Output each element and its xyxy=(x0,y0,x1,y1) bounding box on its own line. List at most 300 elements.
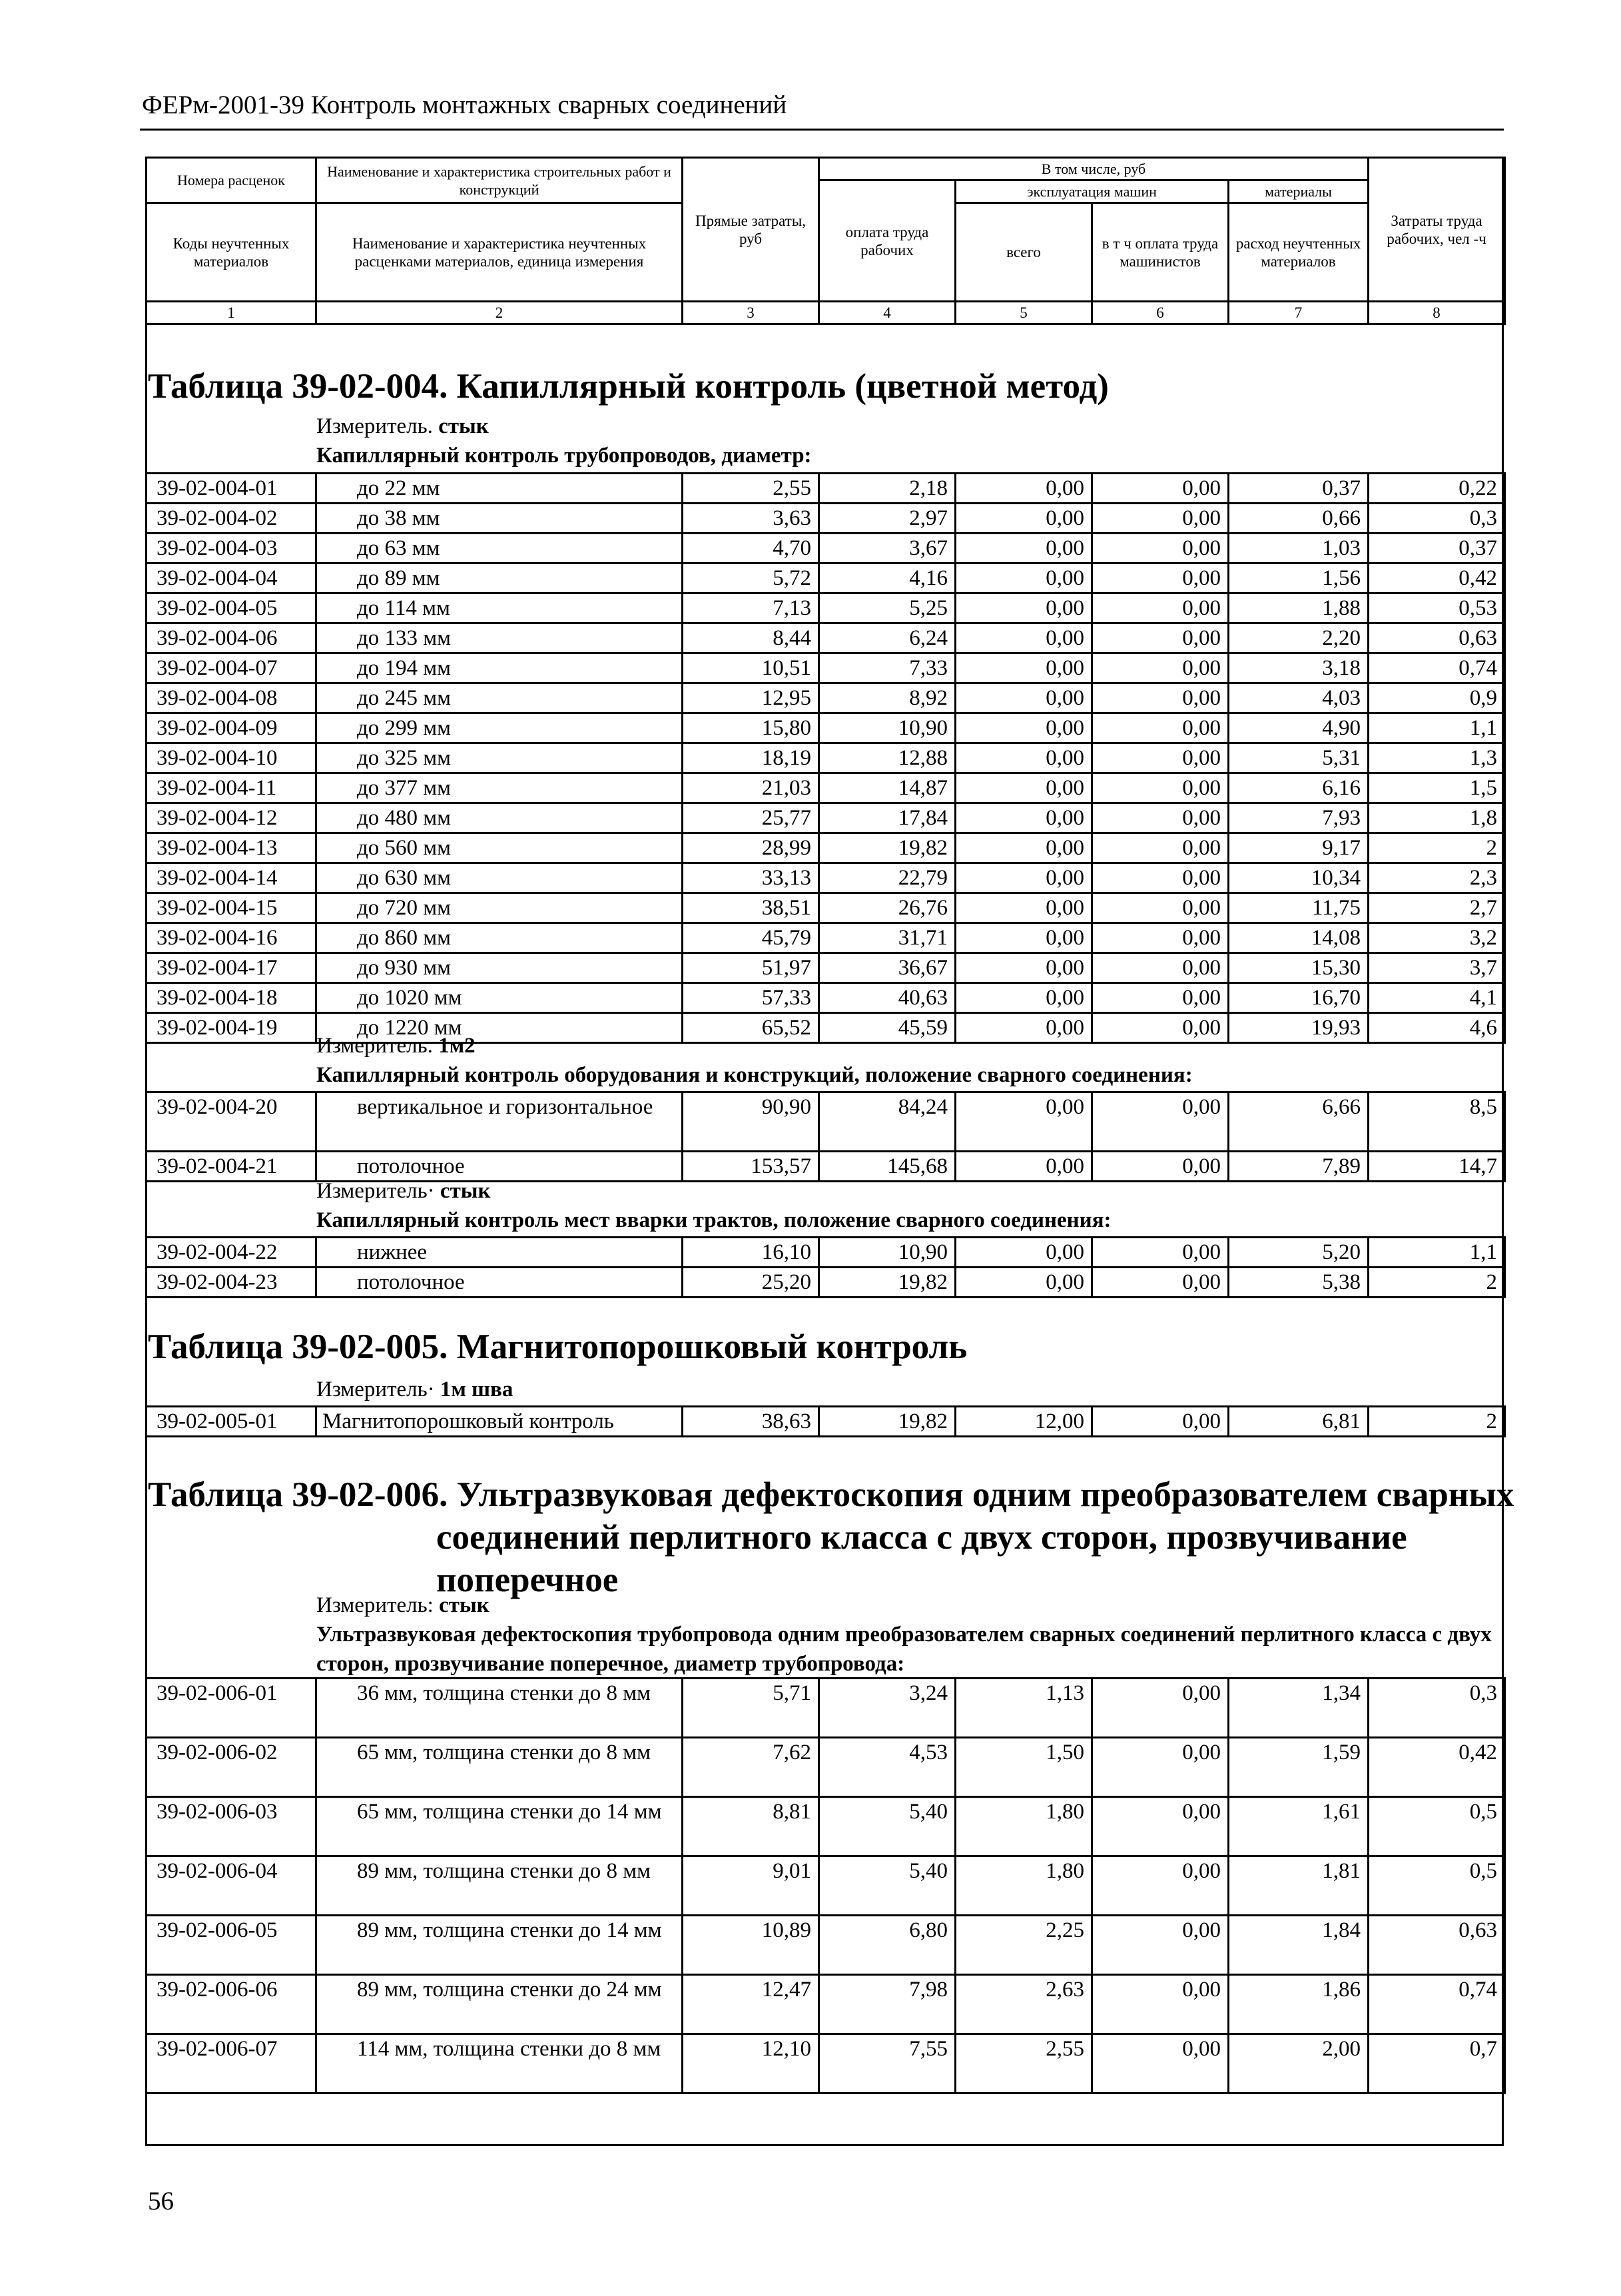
rates-table xyxy=(145,1405,1506,1437)
labor-costs: 0,7 xyxy=(1369,2034,1505,2094)
machines-total: 0,00 xyxy=(956,743,1092,773)
machinist-wages: 0,00 xyxy=(1092,1268,1229,1298)
rate-code: 39-02-004-01 xyxy=(147,474,316,504)
machinist-wages: 0,00 xyxy=(1092,1013,1229,1043)
machines-total: 0,00 xyxy=(956,1152,1092,1182)
direct-costs: 12,10 xyxy=(683,2034,819,2094)
direct-costs: 38,51 xyxy=(683,893,819,923)
wages: 10,90 xyxy=(819,1238,956,1268)
machines-total: 0,00 xyxy=(956,863,1092,893)
rates-table xyxy=(145,1677,1506,2094)
labor-costs: 0,3 xyxy=(1369,504,1505,534)
direct-costs: 12,47 xyxy=(683,1975,819,2034)
machinist-wages: 0,00 xyxy=(1092,2034,1229,2094)
machinist-wages: 0,00 xyxy=(1092,1975,1229,2034)
materials: 14,08 xyxy=(1229,923,1369,953)
table-row xyxy=(147,504,1505,534)
work-description: до 720 мм xyxy=(316,893,683,923)
rate-code: 39-02-004-12 xyxy=(147,803,316,833)
machinist-wages: 0,00 xyxy=(1092,683,1229,713)
machines-total: 0,00 xyxy=(956,923,1092,953)
direct-costs: 90,90 xyxy=(683,1092,819,1152)
machines-total: 2,55 xyxy=(956,2034,1092,2094)
header-wages: оплата труда рабочих xyxy=(819,181,956,302)
header-number: 6 xyxy=(1092,302,1229,324)
materials: 1,81 xyxy=(1229,1856,1369,1916)
machinist-wages: 0,00 xyxy=(1092,653,1229,683)
materials: 5,20 xyxy=(1229,1238,1369,1268)
machines-total: 0,00 xyxy=(956,683,1092,713)
wages: 17,84 xyxy=(819,803,956,833)
labor-costs: 2 xyxy=(1369,833,1505,863)
labor-costs: 1,1 xyxy=(1369,713,1505,743)
machinist-wages: 0,00 xyxy=(1092,474,1229,504)
measure-unit xyxy=(316,1593,489,1618)
machines-total: 0,00 xyxy=(956,713,1092,743)
table-row xyxy=(147,1238,1505,1268)
table-row xyxy=(147,683,1505,713)
running-head: ФЕРм-2001-39 Контроль монтажных сварных соединений xyxy=(142,91,787,119)
header-machines-total: всего xyxy=(956,203,1092,302)
machinist-wages: 0,00 xyxy=(1092,893,1229,923)
header-machinist-wages: в т ч оплата труда машинистов xyxy=(1092,203,1229,302)
machinist-wages: 0,00 xyxy=(1092,1238,1229,1268)
machinist-wages: 0,00 xyxy=(1092,1152,1229,1182)
labor-costs: 0,53 xyxy=(1369,593,1505,623)
machines-total: 0,00 xyxy=(956,504,1092,534)
direct-costs: 153,57 xyxy=(683,1152,819,1182)
header-machine-operation: эксплуатация машин xyxy=(956,181,1229,203)
machinist-wages: 0,00 xyxy=(1092,773,1229,803)
machines-total: 0,00 xyxy=(956,1238,1092,1268)
header-material-consumption: расход неучтенных материалов xyxy=(1229,203,1369,302)
machines-total: 0,00 xyxy=(956,474,1092,504)
wages: 12,88 xyxy=(819,743,956,773)
direct-costs: 28,99 xyxy=(683,833,819,863)
materials: 1,61 xyxy=(1229,1797,1369,1856)
rate-code: 39-02-004-20 xyxy=(147,1092,316,1152)
work-description: потолочное xyxy=(316,1268,683,1298)
measure-unit xyxy=(316,414,489,439)
direct-costs: 8,81 xyxy=(683,1797,819,1856)
materials: 7,89 xyxy=(1229,1152,1369,1182)
materials: 16,70 xyxy=(1229,983,1369,1013)
direct-costs: 33,13 xyxy=(683,863,819,893)
table-row xyxy=(147,1856,1505,1916)
rate-code: 39-02-004-04 xyxy=(147,564,316,593)
materials: 2,00 xyxy=(1229,2034,1369,2094)
table-row xyxy=(147,1407,1505,1437)
measure-label: Измеритель· xyxy=(316,1179,435,1203)
page-number: 56 xyxy=(148,2187,174,2215)
machinist-wages: 0,00 xyxy=(1092,1092,1229,1152)
wages: 7,55 xyxy=(819,2034,956,2094)
machines-total: 1,50 xyxy=(956,1738,1092,1797)
table-row xyxy=(147,1152,1505,1182)
work-description: до 89 мм xyxy=(316,564,683,593)
machines-total: 12,00 xyxy=(956,1407,1092,1437)
table-row xyxy=(147,743,1505,773)
machines-total: 2,25 xyxy=(956,1916,1092,1975)
materials: 11,75 xyxy=(1229,893,1369,923)
rate-code: 39-02-004-17 xyxy=(147,953,316,983)
rate-code: 39-02-004-07 xyxy=(147,653,316,683)
labor-costs: 1,5 xyxy=(1369,773,1505,803)
labor-costs: 4,6 xyxy=(1369,1013,1505,1043)
work-description: до 114 мм xyxy=(316,593,683,623)
direct-costs: 7,62 xyxy=(683,1738,819,1797)
labor-costs: 0,22 xyxy=(1369,474,1505,504)
rate-code: 39-02-006-07 xyxy=(147,2034,316,2094)
table-row xyxy=(147,593,1505,623)
materials: 1,86 xyxy=(1229,1975,1369,2034)
table-row xyxy=(147,773,1505,803)
wages: 4,16 xyxy=(819,564,956,593)
running-head-rule xyxy=(140,129,1504,131)
wages: 19,82 xyxy=(819,1407,956,1437)
machinist-wages: 0,00 xyxy=(1092,803,1229,833)
wages: 5,40 xyxy=(819,1797,956,1856)
rate-code: 39-02-004-05 xyxy=(147,593,316,623)
labor-costs: 4,1 xyxy=(1369,983,1505,1013)
wages: 19,82 xyxy=(819,1268,956,1298)
labor-costs: 2 xyxy=(1369,1268,1505,1298)
materials: 1,34 xyxy=(1229,1679,1369,1738)
wages: 7,33 xyxy=(819,653,956,683)
labor-costs: 1,8 xyxy=(1369,803,1505,833)
machinist-wages: 0,00 xyxy=(1092,1856,1229,1916)
table-row xyxy=(147,564,1505,593)
group-heading: Капиллярный контроль мест вварки трактов, положение сварного соединения: xyxy=(316,1208,1112,1232)
rate-code: 39-02-004-11 xyxy=(147,773,316,803)
work-description: Магнитопорошковый контроль xyxy=(316,1407,683,1437)
materials: 5,31 xyxy=(1229,743,1369,773)
table-row xyxy=(147,474,1505,504)
measure-value: 1м2 xyxy=(438,1034,476,1058)
measure-value: 1м шва xyxy=(440,1377,513,1401)
rates-table xyxy=(145,472,1506,1044)
measure-unit xyxy=(316,1034,476,1058)
table-title xyxy=(148,1473,1514,1601)
machines-total: 2,63 xyxy=(956,1975,1092,2034)
group-heading: Капиллярный контроль трубопроводов, диаметр: xyxy=(316,444,812,468)
labor-costs: 2,7 xyxy=(1369,893,1505,923)
direct-costs: 38,63 xyxy=(683,1407,819,1437)
materials: 0,66 xyxy=(1229,504,1369,534)
labor-costs: 3,7 xyxy=(1369,953,1505,983)
work-description: до 38 мм xyxy=(316,504,683,534)
header-number: 2 xyxy=(316,302,683,324)
measure-label: Измеритель· xyxy=(316,1377,435,1401)
direct-costs: 5,71 xyxy=(683,1679,819,1738)
materials: 3,18 xyxy=(1229,653,1369,683)
direct-costs: 4,70 xyxy=(683,534,819,564)
work-description: до 377 мм xyxy=(316,773,683,803)
machinist-wages: 0,00 xyxy=(1092,1738,1229,1797)
materials: 19,93 xyxy=(1229,1013,1369,1043)
table-title-line: поперечное xyxy=(436,1561,619,1599)
machines-total: 1,13 xyxy=(956,1679,1092,1738)
materials: 1,59 xyxy=(1229,1738,1369,1797)
wages: 2,97 xyxy=(819,504,956,534)
machinist-wages: 0,00 xyxy=(1092,534,1229,564)
wages: 84,24 xyxy=(819,1092,956,1152)
materials: 4,03 xyxy=(1229,683,1369,713)
machinist-wages: 0,00 xyxy=(1092,713,1229,743)
labor-costs: 1,1 xyxy=(1369,1238,1505,1268)
labor-costs: 0,63 xyxy=(1369,1916,1505,1975)
table-row xyxy=(147,1975,1505,2034)
work-description: 65 мм, толщина стенки до 14 мм xyxy=(316,1797,683,1856)
machines-total: 0,00 xyxy=(956,803,1092,833)
direct-costs: 10,51 xyxy=(683,653,819,683)
rate-code: 39-02-004-03 xyxy=(147,534,316,564)
rate-code: 39-02-004-23 xyxy=(147,1268,316,1298)
table-row xyxy=(147,953,1505,983)
header-labor-costs: Затраты труда рабочих, чел -ч xyxy=(1369,158,1505,302)
machines-total: 0,00 xyxy=(956,1268,1092,1298)
measure-unit xyxy=(316,1377,513,1402)
machinist-wages: 0,00 xyxy=(1092,1407,1229,1437)
machinist-wages: 0,00 xyxy=(1092,1797,1229,1856)
machines-total: 0,00 xyxy=(956,623,1092,653)
machinist-wages: 0,00 xyxy=(1092,593,1229,623)
direct-costs: 2,55 xyxy=(683,474,819,504)
work-description: потолочное xyxy=(316,1152,683,1182)
labor-costs: 2,3 xyxy=(1369,863,1505,893)
machinist-wages: 0,00 xyxy=(1092,833,1229,863)
table-row xyxy=(147,1092,1505,1152)
table-title: Таблица 39-02-004. Капиллярный контроль (цветной метод) xyxy=(148,367,1109,406)
machinist-wages: 0,00 xyxy=(1092,923,1229,953)
machinist-wages: 0,00 xyxy=(1092,623,1229,653)
machines-total: 0,00 xyxy=(956,564,1092,593)
table-row xyxy=(147,1268,1505,1298)
work-description: до 133 мм xyxy=(316,623,683,653)
direct-costs: 57,33 xyxy=(683,983,819,1013)
direct-costs: 7,13 xyxy=(683,593,819,623)
work-description: 65 мм, толщина стенки до 8 мм xyxy=(316,1738,683,1797)
work-description: до 560 мм xyxy=(316,833,683,863)
work-description: до 63 мм xyxy=(316,534,683,564)
table-row xyxy=(147,1797,1505,1856)
rate-code: 39-02-004-09 xyxy=(147,713,316,743)
machines-total: 0,00 xyxy=(956,983,1092,1013)
materials: 6,66 xyxy=(1229,1092,1369,1152)
rate-code: 39-02-004-19 xyxy=(147,1013,316,1043)
wages: 2,18 xyxy=(819,474,956,504)
rate-code: 39-02-004-14 xyxy=(147,863,316,893)
rate-code: 39-02-004-02 xyxy=(147,504,316,534)
materials: 2,20 xyxy=(1229,623,1369,653)
materials: 4,90 xyxy=(1229,713,1369,743)
wages: 8,92 xyxy=(819,683,956,713)
table-row xyxy=(147,1738,1505,1797)
work-description: до 245 мм xyxy=(316,683,683,713)
rate-code: 39-02-004-10 xyxy=(147,743,316,773)
work-description: до 1220 мм xyxy=(316,1013,683,1043)
machines-total: 0,00 xyxy=(956,773,1092,803)
table-title-line: соединений перлитного класса с двух сторон, прозвучивание xyxy=(436,1518,1407,1557)
rate-code: 39-02-004-08 xyxy=(147,683,316,713)
table-row xyxy=(147,833,1505,863)
table-title-line: Таблица 39-02-006. Ультразвуковая дефектоскопия одним преобразователем сварных xyxy=(148,1475,1514,1514)
machines-total: 0,00 xyxy=(956,1013,1092,1043)
materials: 1,84 xyxy=(1229,1916,1369,1975)
machines-total: 1,80 xyxy=(956,1856,1092,1916)
measure-value: стык xyxy=(440,1179,491,1203)
header-number: 7 xyxy=(1229,302,1369,324)
work-description: 89 мм, толщина стенки до 14 мм xyxy=(316,1916,683,1975)
wages: 14,87 xyxy=(819,773,956,803)
measure-value: стык xyxy=(439,1593,489,1617)
labor-costs: 0,74 xyxy=(1369,653,1505,683)
wages: 7,98 xyxy=(819,1975,956,2034)
machines-total: 0,00 xyxy=(956,953,1092,983)
header-including: В том числе, руб xyxy=(819,158,1369,181)
table-row xyxy=(147,2034,1505,2094)
labor-costs: 1,3 xyxy=(1369,743,1505,773)
wages: 145,68 xyxy=(819,1152,956,1182)
direct-costs: 18,19 xyxy=(683,743,819,773)
labor-costs: 8,5 xyxy=(1369,1092,1505,1152)
work-description: до 22 мм xyxy=(316,474,683,504)
work-description: до 860 мм xyxy=(316,923,683,953)
table-row xyxy=(147,863,1505,893)
labor-costs: 0,74 xyxy=(1369,1975,1505,2034)
wages: 6,24 xyxy=(819,623,956,653)
work-description: до 194 мм xyxy=(316,653,683,683)
rate-code: 39-02-006-04 xyxy=(147,1856,316,1916)
labor-costs: 14,7 xyxy=(1369,1152,1505,1182)
measure-value: стык xyxy=(438,414,489,438)
labor-costs: 2 xyxy=(1369,1407,1505,1437)
wages: 6,80 xyxy=(819,1916,956,1975)
materials: 1,56 xyxy=(1229,564,1369,593)
machines-total: 0,00 xyxy=(956,534,1092,564)
rates-table xyxy=(145,1236,1506,1298)
materials: 1,88 xyxy=(1229,593,1369,623)
rate-code: 39-02-004-22 xyxy=(147,1238,316,1268)
header-work-name: Наименование и характеристика строительных работ и конструкций xyxy=(316,158,683,203)
measure-unit xyxy=(316,1179,491,1204)
machinist-wages: 0,00 xyxy=(1092,983,1229,1013)
machinist-wages: 0,00 xyxy=(1092,1679,1229,1738)
machines-total: 0,00 xyxy=(956,593,1092,623)
wages: 19,82 xyxy=(819,833,956,863)
rate-code: 39-02-004-15 xyxy=(147,893,316,923)
work-description: до 1020 мм xyxy=(316,983,683,1013)
labor-costs: 0,63 xyxy=(1369,623,1505,653)
wages: 40,63 xyxy=(819,983,956,1013)
direct-costs: 16,10 xyxy=(683,1238,819,1268)
rate-code: 39-02-004-13 xyxy=(147,833,316,863)
direct-costs: 15,80 xyxy=(683,713,819,743)
labor-costs: 0,3 xyxy=(1369,1679,1505,1738)
direct-costs: 10,89 xyxy=(683,1916,819,1975)
direct-costs: 9,01 xyxy=(683,1856,819,1916)
direct-costs: 25,20 xyxy=(683,1268,819,1298)
work-description: 89 мм, толщина стенки до 24 мм xyxy=(316,1975,683,2034)
materials: 10,34 xyxy=(1229,863,1369,893)
table-row xyxy=(147,534,1505,564)
wages: 22,79 xyxy=(819,863,956,893)
work-description: до 930 мм xyxy=(316,953,683,983)
measure-label: Измеритель: xyxy=(316,1593,434,1617)
rate-code: 39-02-006-01 xyxy=(147,1679,316,1738)
wages: 10,90 xyxy=(819,713,956,743)
wages: 5,40 xyxy=(819,1856,956,1916)
labor-costs: 0,5 xyxy=(1369,1856,1505,1916)
machines-total: 0,00 xyxy=(956,1092,1092,1152)
header-number: 5 xyxy=(956,302,1092,324)
rate-code: 39-02-004-06 xyxy=(147,623,316,653)
rate-code: 39-02-006-03 xyxy=(147,1797,316,1856)
machines-total: 0,00 xyxy=(956,833,1092,863)
wages: 5,25 xyxy=(819,593,956,623)
wages: 45,59 xyxy=(819,1013,956,1043)
direct-costs: 12,95 xyxy=(683,683,819,713)
work-description: 89 мм, толщина стенки до 8 мм xyxy=(316,1856,683,1916)
table-row xyxy=(147,1679,1505,1738)
materials: 0,37 xyxy=(1229,474,1369,504)
materials: 15,30 xyxy=(1229,953,1369,983)
machinist-wages: 0,00 xyxy=(1092,564,1229,593)
work-description: 114 мм, толщина стенки до 8 мм xyxy=(316,2034,683,2094)
wages: 31,71 xyxy=(819,923,956,953)
machines-total: 1,80 xyxy=(956,1797,1092,1856)
measure-label: Измеритель. xyxy=(316,414,433,438)
work-description: до 630 мм xyxy=(316,863,683,893)
table-row xyxy=(147,923,1505,953)
column-header xyxy=(145,157,1506,325)
direct-costs: 5,72 xyxy=(683,564,819,593)
direct-costs: 21,03 xyxy=(683,773,819,803)
rate-code: 39-02-004-21 xyxy=(147,1152,316,1182)
direct-costs: 3,63 xyxy=(683,504,819,534)
labor-costs: 0,9 xyxy=(1369,683,1505,713)
work-description: нижнее xyxy=(316,1238,683,1268)
wages: 26,76 xyxy=(819,893,956,923)
table-row xyxy=(147,653,1505,683)
work-description: вертикальное и горизонтальное xyxy=(316,1092,683,1152)
table-row xyxy=(147,983,1505,1013)
materials: 6,81 xyxy=(1229,1407,1369,1437)
header-number: 1 xyxy=(147,302,316,324)
rate-code: 39-02-004-18 xyxy=(147,983,316,1013)
table-title: Таблица 39-02-005. Магнитопорошковый контроль xyxy=(148,1328,968,1366)
machinist-wages: 0,00 xyxy=(1092,504,1229,534)
machines-total: 0,00 xyxy=(956,893,1092,923)
materials: 9,17 xyxy=(1229,833,1369,863)
wages: 3,67 xyxy=(819,534,956,564)
table-row xyxy=(147,1916,1505,1975)
labor-costs: 0,37 xyxy=(1369,534,1505,564)
group-heading: Ультразвуковая дефектоскопия трубопровода одним преобразователем сварных соединений перлитного класса с двух сторон, прозвучивание поперечное, диаметр трубопровода: xyxy=(316,1623,1492,1676)
measure-label: Измеритель. xyxy=(316,1034,433,1058)
labor-costs: 3,2 xyxy=(1369,923,1505,953)
work-description: до 325 мм xyxy=(316,743,683,773)
table-row xyxy=(147,713,1505,743)
direct-costs: 65,52 xyxy=(683,1013,819,1043)
machinist-wages: 0,00 xyxy=(1092,953,1229,983)
header-number: 3 xyxy=(683,302,819,324)
materials: 5,38 xyxy=(1229,1268,1369,1298)
machines-total: 0,00 xyxy=(956,653,1092,683)
rate-code: 39-02-005-01 xyxy=(147,1407,316,1437)
rate-code: 39-02-006-06 xyxy=(147,1975,316,2034)
machinist-wages: 0,00 xyxy=(1092,743,1229,773)
